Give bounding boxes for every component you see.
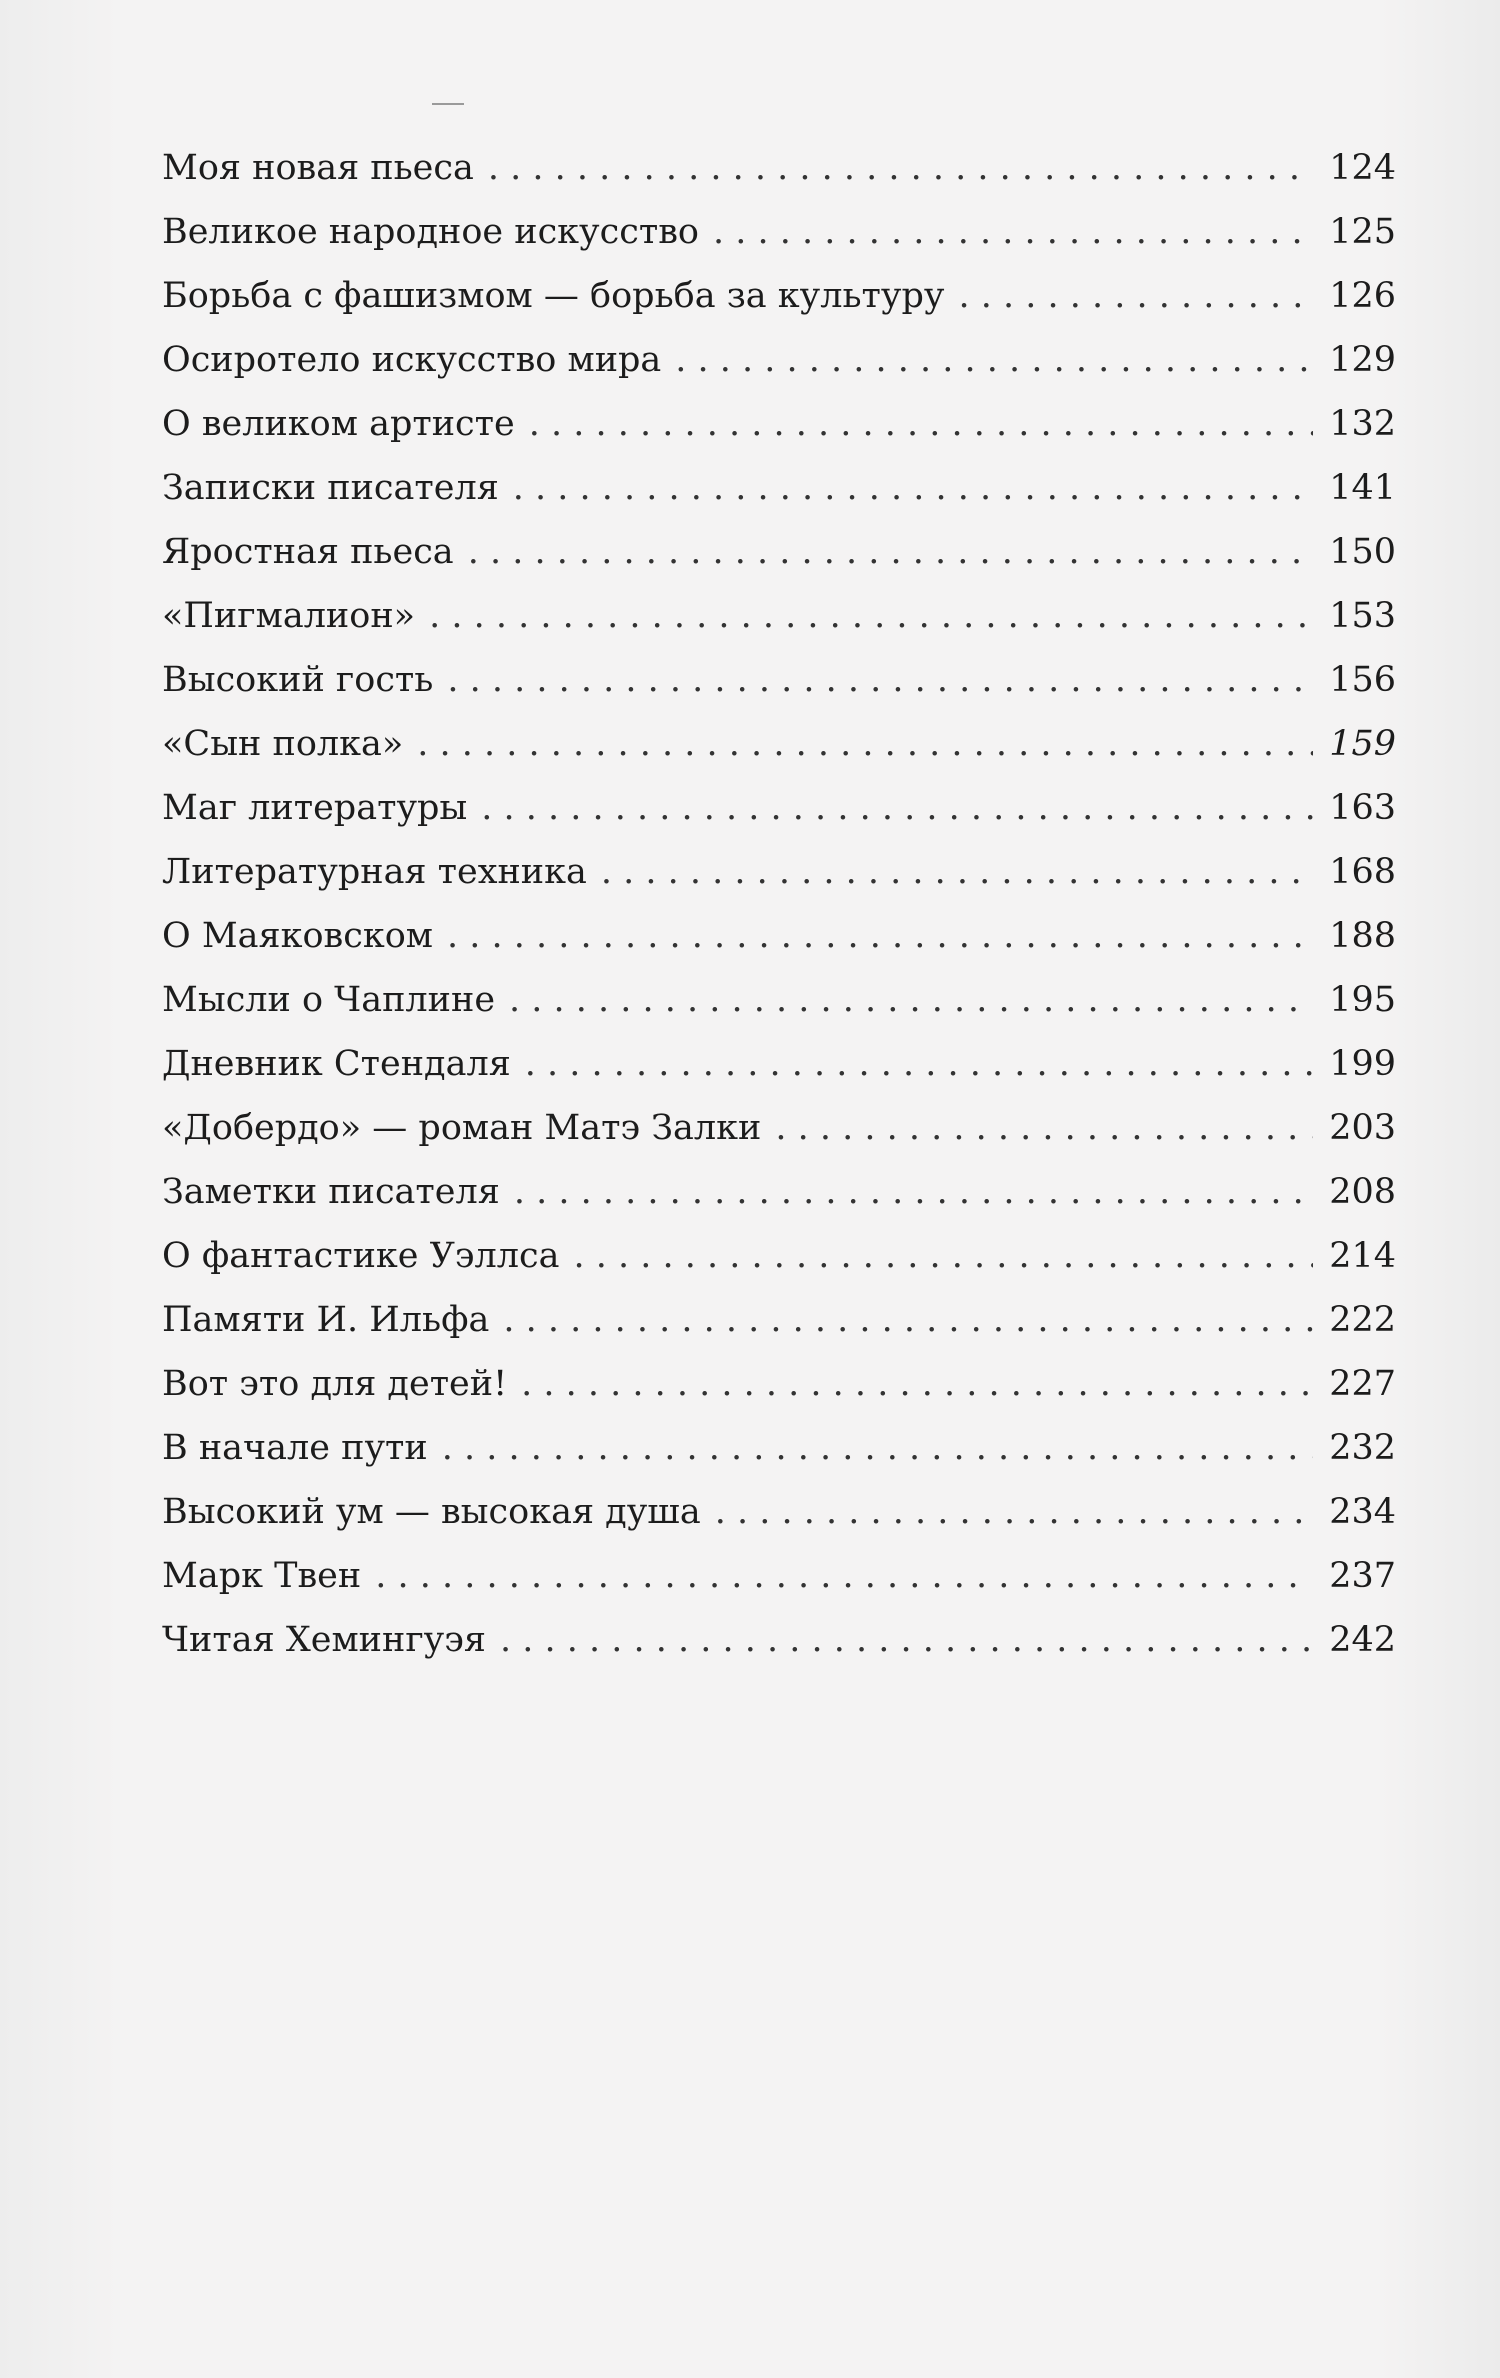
toc-entry bbox=[162, 520, 1396, 584]
toc-entry-title: Великое народное искусство bbox=[162, 212, 699, 252]
toc-entry-title: «Добердо» — роман Матэ Залки bbox=[162, 1108, 762, 1148]
toc-entry bbox=[162, 136, 1396, 200]
dot-leader bbox=[715, 1480, 1313, 1544]
dot-leader bbox=[601, 840, 1313, 904]
toc-entry-title: «Сын полка» bbox=[162, 724, 404, 764]
toc-entry-page: 199 bbox=[1329, 1044, 1396, 1084]
toc-entry-title: О великом артисте bbox=[162, 404, 515, 444]
dot-leader bbox=[675, 328, 1313, 392]
dot-leader bbox=[525, 1032, 1313, 1096]
dot-leader bbox=[481, 776, 1313, 840]
dot-leader bbox=[529, 392, 1313, 456]
toc-entry-title: Дневник Стендаля bbox=[162, 1044, 511, 1084]
dot-leader bbox=[429, 584, 1313, 648]
toc-entry-page: 125 bbox=[1329, 212, 1396, 252]
toc-entry-page: 126 bbox=[1329, 276, 1396, 316]
toc-entry-title: «Пигмалион» bbox=[162, 596, 416, 636]
toc-entry bbox=[162, 712, 1396, 776]
toc-entry bbox=[162, 456, 1396, 520]
toc-entry-page: 222 bbox=[1329, 1300, 1396, 1340]
toc-entry-page: 195 bbox=[1329, 980, 1396, 1020]
toc-entry-title: Моя новая пьеса bbox=[162, 148, 474, 188]
toc-entry-page: 242 bbox=[1329, 1620, 1396, 1660]
toc-entry-page: 237 bbox=[1329, 1556, 1396, 1596]
toc-entry-page: 124 bbox=[1329, 148, 1396, 188]
dot-leader bbox=[775, 1096, 1313, 1160]
toc-entry bbox=[162, 1480, 1396, 1544]
toc-entry-title: Высокий ум — высокая душа bbox=[162, 1492, 701, 1532]
toc-entry-page: 227 bbox=[1329, 1364, 1396, 1404]
toc-entry-page: 132 bbox=[1329, 404, 1396, 444]
toc-entry-page: 141 bbox=[1329, 468, 1396, 508]
toc-entry-title: Заметки писателя bbox=[162, 1172, 500, 1212]
dot-leader bbox=[468, 520, 1314, 584]
toc-entry-title: Мысли о Чаплине bbox=[162, 980, 496, 1020]
toc-entry bbox=[162, 776, 1396, 840]
toc-entry bbox=[162, 328, 1396, 392]
toc-entry bbox=[162, 1416, 1396, 1480]
toc-entry-page: 150 bbox=[1329, 532, 1396, 572]
toc-entry bbox=[162, 1032, 1396, 1096]
toc-entry bbox=[162, 264, 1396, 328]
page-top-mark bbox=[432, 103, 464, 105]
toc-entry-title: О фантастике Уэллса bbox=[162, 1236, 560, 1276]
toc-entry-title: Яростная пьеса bbox=[162, 532, 454, 572]
toc-entry-page: 232 bbox=[1329, 1428, 1396, 1468]
toc-entry bbox=[162, 904, 1396, 968]
toc-entry-title: О Маяковском bbox=[162, 916, 434, 956]
toc-entry-title: Борьба с фашизмом — борьба за культуру bbox=[162, 276, 945, 316]
dot-leader bbox=[442, 1416, 1313, 1480]
toc-entry bbox=[162, 1096, 1396, 1160]
dot-leader bbox=[503, 1288, 1313, 1352]
dot-leader bbox=[513, 456, 1313, 520]
dot-leader bbox=[500, 1608, 1313, 1672]
toc-entry bbox=[162, 1224, 1396, 1288]
toc-entry-page: 156 bbox=[1329, 660, 1396, 700]
toc-entry bbox=[162, 1608, 1396, 1672]
dot-leader bbox=[959, 264, 1314, 328]
toc-entry-page: 188 bbox=[1329, 916, 1396, 956]
dot-leader bbox=[417, 712, 1313, 776]
toc-entry-title: Высокий гость bbox=[162, 660, 434, 700]
toc-entry-page: 153 bbox=[1329, 596, 1396, 636]
dot-leader bbox=[509, 968, 1313, 1032]
toc-entry-title: Литературная техника bbox=[162, 852, 587, 892]
toc-entry-title: Читая Хемингуэя bbox=[162, 1620, 486, 1660]
toc-entry bbox=[162, 968, 1396, 1032]
toc-entry-title: Памяти И. Ильфа bbox=[162, 1300, 490, 1340]
toc-entry bbox=[162, 584, 1396, 648]
toc-entry-page: 163 bbox=[1329, 788, 1396, 828]
table-of-contents bbox=[162, 136, 1396, 1672]
dot-leader bbox=[488, 136, 1313, 200]
dot-leader bbox=[713, 200, 1313, 264]
toc-entry-page: 203 bbox=[1329, 1108, 1396, 1148]
toc-entry bbox=[162, 1352, 1396, 1416]
toc-entry bbox=[162, 648, 1396, 712]
toc-entry-page: 129 bbox=[1329, 340, 1396, 380]
toc-entry-page: 234 bbox=[1329, 1492, 1396, 1532]
toc-entry bbox=[162, 1544, 1396, 1608]
toc-entry-page: 214 bbox=[1329, 1236, 1396, 1276]
dot-leader bbox=[514, 1160, 1313, 1224]
dot-leader bbox=[447, 904, 1313, 968]
toc-entry-page: 208 bbox=[1329, 1172, 1396, 1212]
dot-leader bbox=[375, 1544, 1313, 1608]
toc-entry bbox=[162, 1160, 1396, 1224]
toc-entry-title: Записки писателя bbox=[162, 468, 499, 508]
toc-entry bbox=[162, 1288, 1396, 1352]
toc-entry-title: Осиротело искусство мира bbox=[162, 340, 662, 380]
toc-entry bbox=[162, 200, 1396, 264]
toc-entry-title: Вот это для детей! bbox=[162, 1364, 508, 1404]
dot-leader bbox=[447, 648, 1313, 712]
dot-leader bbox=[521, 1352, 1313, 1416]
toc-entry-title: В начале пути bbox=[162, 1428, 428, 1468]
toc-entry bbox=[162, 392, 1396, 456]
toc-entry-title: Марк Твен bbox=[162, 1556, 362, 1596]
dot-leader bbox=[573, 1224, 1313, 1288]
toc-entry-page: 168 bbox=[1329, 852, 1396, 892]
toc-entry-title: Маг литературы bbox=[162, 788, 468, 828]
toc-entry bbox=[162, 840, 1396, 904]
toc-entry-page: 159 bbox=[1329, 724, 1396, 764]
